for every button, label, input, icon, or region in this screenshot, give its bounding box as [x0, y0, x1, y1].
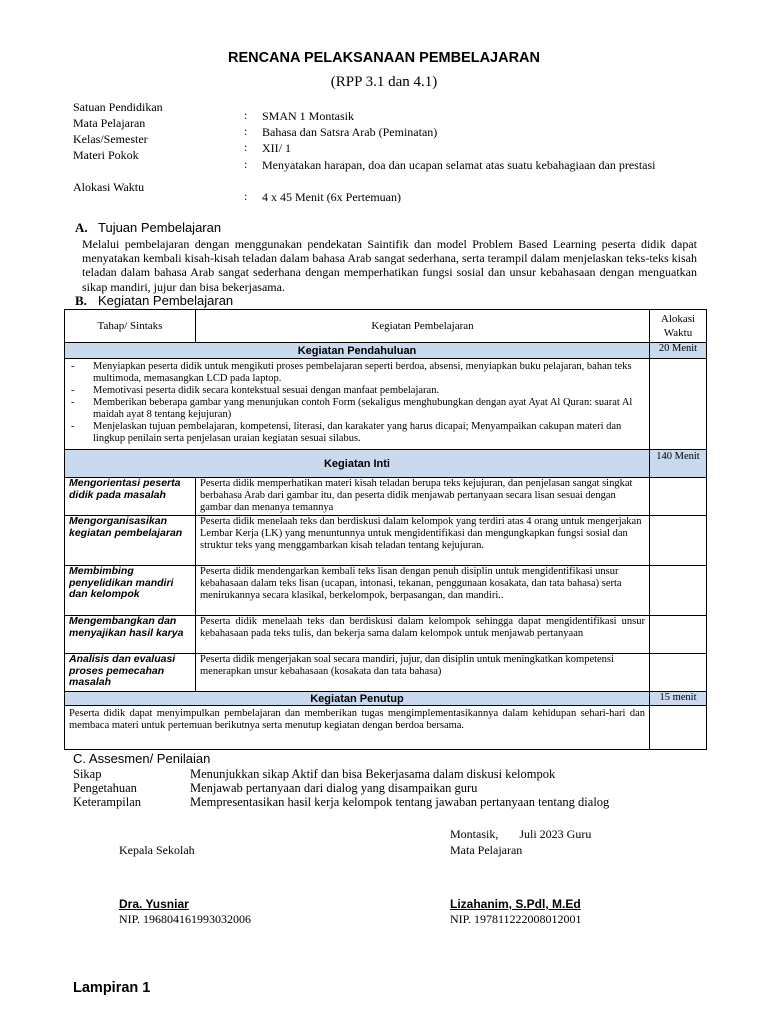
identity-value: Bahasa dan Satsra Arab (Peminatan): [262, 125, 438, 139]
principal-name: Dra. Yusniar: [119, 897, 189, 911]
teacher-role: Mata Pelajaran: [450, 843, 523, 857]
pendahuluan-title: Kegiatan Pendahuluan: [65, 343, 650, 359]
teacher-nip: NIP. 197811222008012001: [450, 912, 582, 926]
document-subtitle: (RPP 3.1 dan 4.1): [330, 74, 438, 90]
table-header-row: [65, 310, 707, 343]
section-b-title: Kegiatan Pembelajaran: [98, 293, 234, 308]
pendahuluan-list: [69, 361, 645, 445]
stage-label: Mengembangkan dan menyajikan hasil karya: [65, 616, 196, 654]
inti-band: [65, 450, 707, 478]
stage-label: Mengorganisasikan kegiatan pembelajaran: [65, 516, 196, 566]
allocation-cell: [650, 616, 707, 654]
table-row: [65, 654, 707, 692]
identity-colon: :: [244, 140, 248, 154]
pendahuluan-content: [65, 359, 650, 450]
assessment-label: Sikap: [73, 767, 102, 781]
penutup-title: Kegiatan Penutup: [65, 692, 650, 706]
allocation-cell: [650, 478, 707, 516]
assessment-label: Pengetahuan: [73, 781, 137, 795]
header-stage: Tahap/ Sintaks: [65, 310, 196, 343]
list-item: - Memotivasi peserta didik secara kontekstual sesuai dengan manfaat pembelajaran.: [69, 385, 645, 397]
header-allocation: Alokasi Waktu: [650, 310, 707, 343]
stage-description: Peserta didik memperhatikan materi kisah teladan berupa teks kejujuran, dan penjelasan sangat singkat berbahasa Arab dari gambar itu, dan peserta didik menjawab pertanyaan secara lisan sesuai dengan gambar dan menanya temannya: [196, 478, 650, 516]
identity-label: Satuan Pendidikan: [73, 100, 163, 114]
pendahuluan-band: [65, 343, 707, 359]
teacher-place-date: Montasik, Juli 2023 Guru: [450, 827, 592, 841]
document-title: RENCANA PELAKSANAAN PEMBELAJARAN: [227, 50, 541, 66]
list-item: - Menjelaskan tujuan pembelajaran, kompetensi, literasi, dan karakater yang harus dicapai; Menyampaikan cakupan materi dan lingkup penilain serta penjelasan uraian kegiatan sesuai silabus.: [69, 421, 645, 445]
identity-value: XII/ 1: [262, 141, 291, 155]
identity-colon: :: [244, 108, 248, 122]
pendahuluan-content-row: [65, 359, 707, 450]
allocation-cell: [650, 654, 707, 692]
inti-allocation: 140 Menit: [650, 450, 707, 478]
pendahuluan-allocation-cell: [650, 359, 707, 450]
table-row: [65, 616, 707, 654]
section-c-heading: C. Assesmen/ Penilaian: [73, 751, 211, 766]
identity-label: Mata Pelajaran: [73, 116, 146, 130]
identity-value: 4 x 45 Menit (6x Pertemuan): [262, 190, 401, 204]
pendahuluan-allocation: 20 Menit: [650, 343, 707, 359]
section-a-title: Tujuan Pembelajaran: [98, 220, 222, 235]
stage-description: Peserta didik menelaah teks dan berdiskusi dalam kelompok sehingga dapat mengidentifikasi unsur kebahasaan pada teks tulis, dan bekerja sama dalam kelompok untuk menjawab pertanyaan: [196, 616, 650, 654]
penutup-content: Peserta didik dapat menyimpulkan pembelajaran dan memberikan tugas mengimplementasikannya dalam kehidupan sehari-hari dan membaca materi untuk pertemuan berikutnya serta menutup kegiatan dengan berdoa bersama.: [65, 706, 650, 750]
assessment-value: Menunjukkan sikap Aktif dan bisa Bekerjasama dalam diskusi kelompok: [190, 767, 556, 781]
allocation-cell: [650, 516, 707, 566]
learning-objective-text: Melalui pembelajaran dengan menggunakan pendekatan Saintifik dan model Problem Based Learning peserta didik dapat menyatakan kembali kisah-kisah teladan dalam bahasa Arab sangat sederhana, serta terampil dalam menjelaskan teks-teks kisah teladan dalam bahasa Arab sangat sederhana dengan memperhatikan fungsi sosial dan unsur kebahasaan dengan menguatkan sikap mandiri, jujur dan bisa bekerjasama.: [82, 237, 697, 294]
identity-colon: :: [244, 157, 248, 171]
identity-label: Alokasi Waktu: [73, 180, 145, 194]
principal-role: Kepala Sekolah: [119, 843, 195, 857]
principal-nip: NIP. 196804161993032006: [119, 912, 252, 926]
teacher-name: Lizahanim, S.Pdl, M.Ed: [450, 897, 581, 911]
table-row: [65, 478, 707, 516]
inti-title: Kegiatan Inti: [65, 450, 650, 478]
assessment-value: Menjawab pertanyaan dari dialog yang disampaikan guru: [190, 781, 478, 795]
identity-label: Kelas/Semester: [73, 132, 148, 146]
identity-value: Menyatakan harapan, doa dan ucapan selamat atas suatu kebahagiaan dan prestasi: [262, 158, 656, 172]
section-a-letter: A.: [75, 220, 88, 235]
section-b-letter: B.: [75, 293, 87, 308]
assessment-value: Mempresentasikan hasil kerja kelompok tentang jawaban pertanyaan tentang dialog: [190, 795, 610, 809]
assessment-label: Keterampilan: [73, 795, 142, 809]
penutup-allocation-cell: [650, 706, 707, 750]
list-item: - Memberikan beberapa gambar yang menunjukan contoh Form (sekaligus menghubungkan dengan ayat Ayat Al Quran: suarat Al maidah ayat 8 tentang kejujuran): [69, 397, 645, 421]
stage-label: Membimbing penyelidikan mandiri dan kelompok: [65, 566, 196, 616]
identity-colon: :: [244, 124, 248, 138]
list-item: - Menyiapkan peserta didik untuk mengikuti proses pembelajaran seperti berdoa, absensi, menyiapkan buku pelajaran, bahan teks multimoda, memasangkan LCD pada laptop.: [69, 361, 645, 385]
allocation-cell: [650, 566, 707, 616]
stage-description: Peserta didik menelaah teks dan berdiskusi dalam kelompok yang terdiri atas 4 orang untuk mengerjakan Lembar Kerja (LK) yang menuntunnya untuk mengidentifikasi dan mengungkapkan fungsi sosial dan struktur teks yang menggambarkan kisah teladan tentang kejujuran.: [196, 516, 650, 566]
penutup-allocation: 15 menit: [650, 692, 707, 706]
attachment-label: Lampiran 1: [73, 980, 151, 996]
stage-label: Analisis dan evaluasi proses pemecahan masalah: [65, 654, 196, 692]
identity-value: SMAN 1 Montasik: [262, 109, 355, 123]
section-a-heading: [75, 220, 475, 238]
table-row: [65, 516, 707, 566]
header-activity: Kegiatan Pembelajaran: [196, 310, 650, 343]
table-row: [65, 566, 707, 616]
activity-table: [64, 309, 707, 750]
stage-description: Peserta didik mendengarkan kembali teks lisan dengan penuh disiplin untuk mengidentifikasi unsur kebahasaan dalam teks lisan (ucapan, intonasi, tekanan, penggunaan kosakata, dan tata bahasa) serta menirukannya secara klasikal, berkelompok, berpasangan, dan mandiri..: [196, 566, 650, 616]
identity-colon: :: [244, 189, 248, 203]
stage-label: Mengorientasi peserta didik pada masalah: [65, 478, 196, 516]
penutup-band: [65, 692, 707, 706]
stage-description: Peserta didik mengerjakan soal secara mandiri, jujur, dan disiplin untuk meningkatkan kompetensi menerapkan unsur kebahasaan (kosakata dan tata bahasa): [196, 654, 650, 692]
penutup-content-row: [65, 706, 707, 750]
identity-label: Materi Pokok: [73, 148, 139, 162]
